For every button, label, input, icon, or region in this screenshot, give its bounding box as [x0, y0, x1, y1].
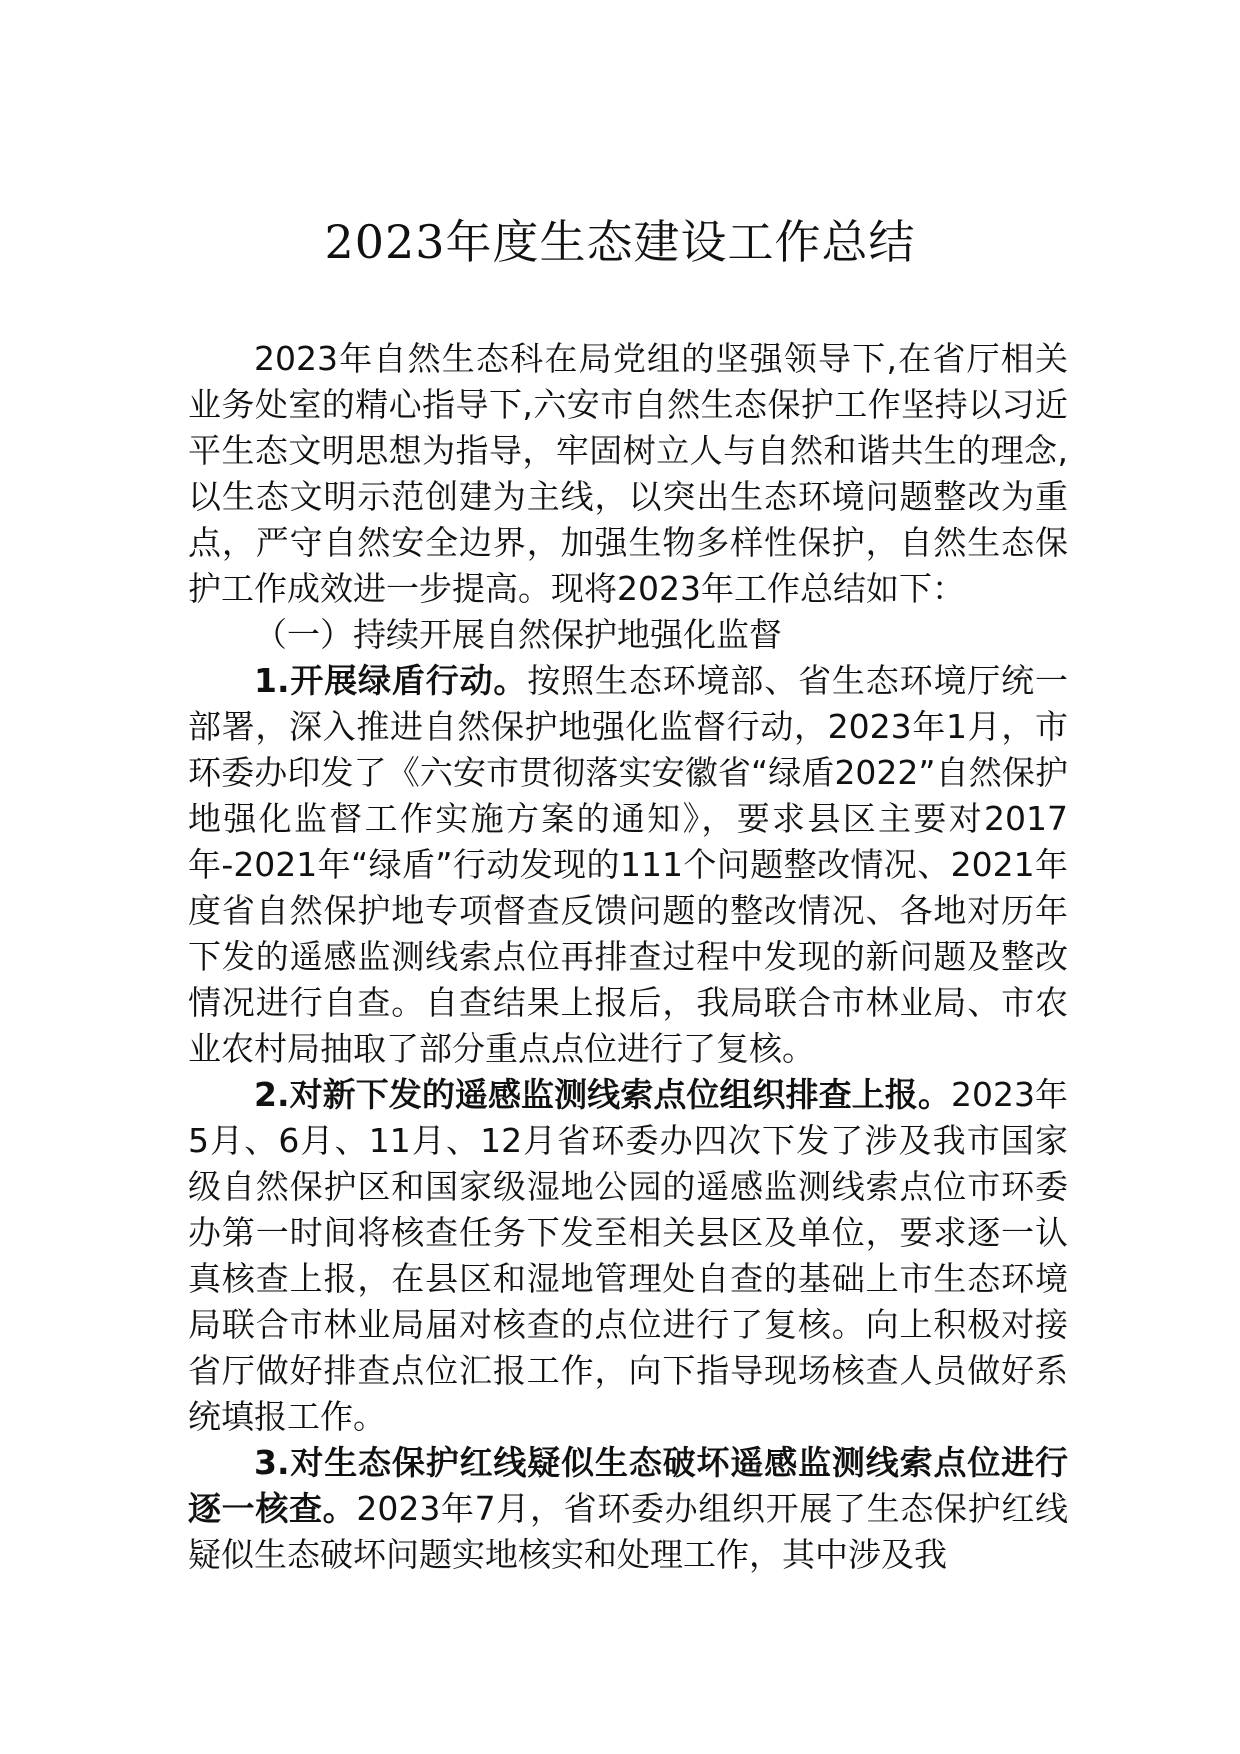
- item-3-lead: 3.对生态保护红线疑似生态破坏遥感监测线索点位进行逐一核查。: [188, 1443, 1068, 1528]
- item-2-text: 2023年5月、6月、11月、12月省环委办四次下发了涉及我市国家级自然保护区和国家级湿地公园的遥感监测线索点位市环委办第一时间将核查任务下发至相关县区及单位，要求逐一认真核查上报，在县区和湿地管理处自查的基础上市生态环境局联合市林业局届对核查的点位进行了复核。向上积极对接省厅做好排查点位汇报工作，向下指导现场核查人员做好系统填报工作。: [188, 1075, 1069, 1436]
- document-body: [188, 336, 1068, 1578]
- document-title: 2023年度生态建设工作总结: [324, 215, 916, 269]
- item-1-lead: 1.开展绿盾行动。: [254, 661, 528, 700]
- item-paragraph-2: [188, 1072, 1068, 1440]
- section-heading: （一）持续开展自然保护地强化监督: [254, 615, 782, 654]
- item-1-text: 按照生态环境部、省生态环境厅统一部署，深入推进自然保护地强化监督行动，2023年1月，市环委办印发了《六安市贯彻落实安徽省“绿盾2022”自然保护地强化监督工作实施方案的通知》，要求县区主要对2017年-2021年“绿盾”行动发现的111个问题整改情况、2021年度省自然保护地专项督查反馈问题的整改情况、各地对历年下发的遥感监测线索点位再排查过程中发现的新问题及整改情况进行自查。自查结果上报后，我局联合市林业局、市农业农村局抽取了部分重点点位进行了复核。: [188, 661, 1068, 1068]
- item-2-lead: 2.对新下发的遥感监测线索点位组织排查上报。: [254, 1075, 951, 1114]
- item-paragraph-3: [188, 1440, 1068, 1578]
- item-3-text: 2023年7月，省环委办组织开展了生态保护红线疑似生态破坏问题实地核实和处理工作，其中涉及我: [188, 1489, 1069, 1574]
- item-paragraph-1: [188, 658, 1068, 1072]
- intro-paragraph: 2023年自然生态科在局党组的坚强领导下,在省厅相关业务处室的精心指导下,六安市自然生态保护工作坚持以习近平生态文明思想为指导，牢固树立人与自然和谐共生的理念,以生态文明示范创建为主线，以突出生态环境问题整改为重点，严守自然安全边界，加强生物多样性保护，自然生态保护工作成效进一步提高。现将2023年工作总结如下：: [188, 339, 1068, 608]
